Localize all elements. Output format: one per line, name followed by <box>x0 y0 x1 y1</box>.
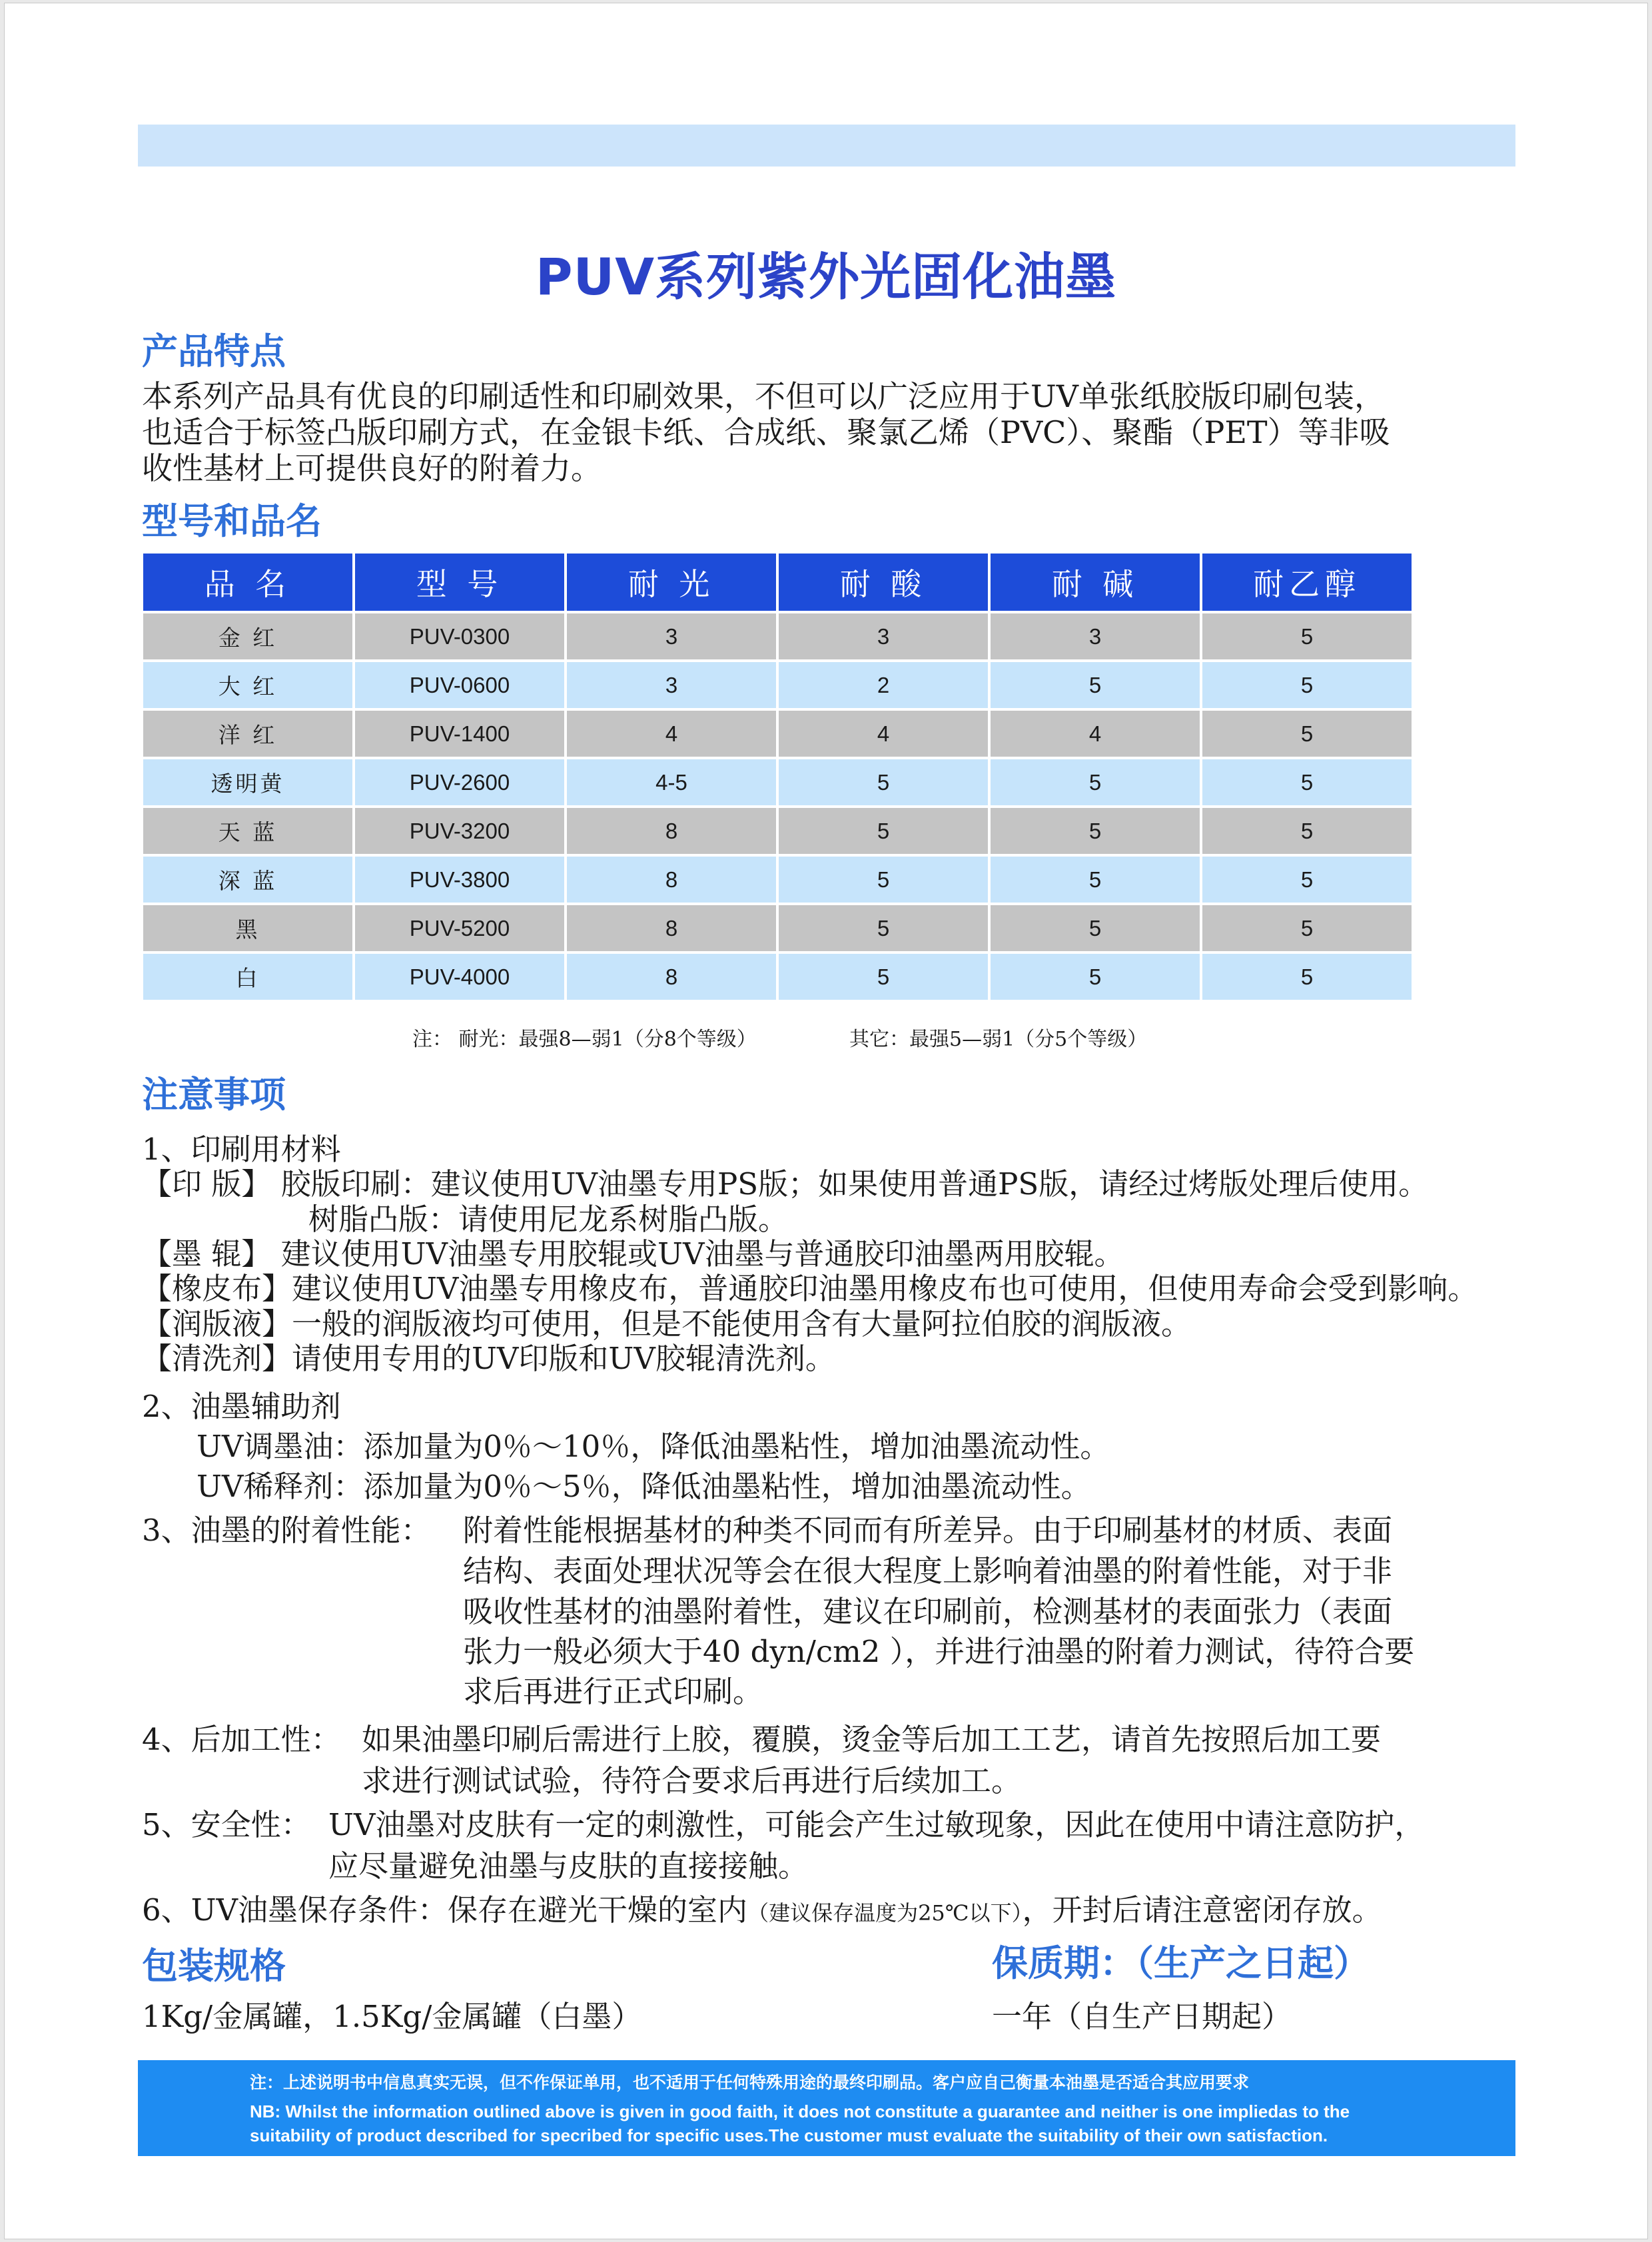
table-note-lightfastness: 注： 耐光：最强8—弱1（分8个等级） <box>412 1028 757 1051</box>
section3-line: 结构、表面处理状况等会在很大程度上影响着油墨的附着性能，对于非 <box>463 1553 1393 1589</box>
cell-lightfastness: 3 <box>567 662 776 708</box>
features-line: 本系列产品具有优良的印刷适性和印刷效果，不但可以广泛应用于UV单张纸胶版印刷包装， <box>142 378 1385 414</box>
section3-line: 附着性能根据基材的种类不同而有所差异。由于印刷基材的材质、表面 <box>463 1513 1393 1548</box>
section6-line <box>142 1886 1382 1929</box>
cell-acid: 5 <box>779 954 988 1000</box>
section4-line: 求进行测试试验，待符合要求后再进行后续加工。 <box>362 1763 1022 1798</box>
table-row <box>143 808 1412 854</box>
plate-line: 【印 版】 胶版印刷：建议使用UV油墨专用PS版；如果使用普通PS版，请经过烤版处理后使用。 <box>142 1166 1429 1202</box>
cell-alkali: 3 <box>991 613 1200 659</box>
cell-acid: 5 <box>779 759 988 805</box>
cell-model: PUV-1400 <box>355 711 564 757</box>
cell-lightfastness: 4-5 <box>567 759 776 805</box>
cell-name: 黑 <box>143 905 352 951</box>
cell-name: 金 红 <box>143 613 352 659</box>
fountain-line: 【润版液】一般的润版液均可使用，但是不能使用含有大量阿拉伯胶的润版液。 <box>142 1306 1192 1341</box>
table-row <box>143 662 1412 708</box>
cell-model: PUV-0300 <box>355 613 564 659</box>
column-header-lightfastness: 耐 光 <box>567 554 776 611</box>
cell-ethanol: 5 <box>1202 905 1412 951</box>
storage-text: 6、UV油墨保存条件：保存在避光干燥的室内 <box>142 1892 748 1928</box>
cell-ethanol: 5 <box>1202 857 1412 903</box>
column-header-ethanol: 耐乙醇 <box>1202 554 1412 611</box>
disclaimer-box <box>138 2060 1515 2156</box>
section4-label: 4、后加工性： <box>142 1722 341 1757</box>
cell-lightfastness: 8 <box>567 905 776 951</box>
cell-ethanol: 5 <box>1202 711 1412 757</box>
table-row <box>143 954 1412 1000</box>
features-heading: 产品特点 <box>142 330 286 372</box>
features-line: 收性基材上可提供良好的附着力。 <box>142 450 602 486</box>
column-header-alkali: 耐 碱 <box>991 554 1200 611</box>
column-header-acid: 耐 酸 <box>779 554 988 611</box>
cell-model: PUV-5200 <box>355 905 564 951</box>
cell-alkali: 5 <box>991 905 1200 951</box>
section5-label: 5、安全性： <box>142 1807 311 1842</box>
cell-acid: 4 <box>779 711 988 757</box>
table-row <box>143 759 1412 805</box>
storage-text-end: ，开封后请注意密闭存放。 <box>1022 1892 1382 1928</box>
cell-model: PUV-2600 <box>355 759 564 805</box>
cell-name: 大 红 <box>143 662 352 708</box>
cleaner-line: 【清洗剂】请使用专用的UV印版和UV胶辊清洗剂。 <box>142 1341 835 1376</box>
table-row <box>143 905 1412 951</box>
cell-model: PUV-3200 <box>355 808 564 854</box>
features-text <box>142 378 1390 486</box>
table-row <box>143 613 1412 659</box>
section2-title: 2、油墨辅助剂 <box>142 1389 341 1424</box>
section4-line: 如果油墨印刷后需进行上胶，覆膜，烫金等后加工工艺，请首先按照后加工要 <box>362 1722 1382 1757</box>
disclaimer-cn: 注：上述说明书中信息真实无误，但不作保证单用，也不适用于任何特殊用途的最终印刷品。客户应自己衡量本油墨是否适合其应用要求 <box>250 2073 1250 2092</box>
column-header-model: 型 号 <box>355 554 564 611</box>
section5-line: UV油墨对皮肤有一定的刺激性，可能会产生过敏现象，因此在使用中请注意防护， <box>328 1807 1425 1842</box>
cell-name: 透明黄 <box>143 759 352 805</box>
cell-acid: 5 <box>779 808 988 854</box>
cell-alkali: 5 <box>991 759 1200 805</box>
cell-lightfastness: 8 <box>567 808 776 854</box>
cell-ethanol: 5 <box>1202 662 1412 708</box>
section3-line: 张力一般必须大于40 dyn/cm2 ），并进行油墨的附着力测试，待符合要 <box>463 1634 1415 1669</box>
features-line: 也适合于标签凸版印刷方式，在金银卡纸、合成纸、聚氯乙烯（PVC）、聚酯（PET）等非吸 <box>142 414 1390 450</box>
cell-lightfastness: 8 <box>567 857 776 903</box>
roller-line: 【墨 辊】 建议使用UV油墨专用胶辊或UV油墨与普通胶印油墨两用胶辊。 <box>142 1236 1124 1272</box>
cell-acid: 2 <box>779 662 988 708</box>
packaging-heading: 包装规格 <box>142 1945 286 1987</box>
cell-name: 白 <box>143 954 352 1000</box>
cell-lightfastness: 4 <box>567 711 776 757</box>
cell-ethanol: 5 <box>1202 808 1412 854</box>
cell-alkali: 5 <box>991 808 1200 854</box>
table-row <box>143 711 1412 757</box>
cell-acid: 5 <box>779 857 988 903</box>
additive-thinner-line: UV稀释剂：添加量为0％～5％，降低油墨粘性，增加油墨流动性。 <box>197 1469 1091 1504</box>
disclaimer-en-line1: NB: Whilst the information outlined above is given in good faith, it does not constitute a guarantee and neither is one impliedas to the <box>250 2101 1350 2121</box>
cell-lightfastness: 3 <box>567 613 776 659</box>
column-header-name: 品 名 <box>143 554 352 611</box>
cell-alkali: 5 <box>991 954 1200 1000</box>
notes-heading: 注意事项 <box>142 1074 286 1116</box>
page-title: PUV系列紫外光固化油墨 <box>535 247 1117 306</box>
cell-model: PUV-4000 <box>355 954 564 1000</box>
table-header-row <box>143 554 1412 611</box>
cell-ethanol: 5 <box>1202 954 1412 1000</box>
cell-ethanol: 5 <box>1202 759 1412 805</box>
section5-line: 应尽量避免油墨与皮肤的直接接触。 <box>328 1848 809 1884</box>
top-color-band <box>138 125 1515 167</box>
cell-alkali: 4 <box>991 711 1200 757</box>
datasheet-page <box>4 3 1648 2239</box>
packaging-text: 1Kg/金属罐，1.5Kg/金属罐（白墨） <box>142 1999 642 2034</box>
cell-model: PUV-0600 <box>355 662 564 708</box>
section3-line: 求后再进行正式印刷。 <box>463 1674 763 1709</box>
cell-acid: 5 <box>779 905 988 951</box>
table-note-others: 其它：最强5—弱1（分5个等级） <box>849 1028 1148 1051</box>
cell-ethanol: 5 <box>1202 613 1412 659</box>
section3-line: 吸收性基材的油墨附着性，建议在印刷前，检测基材的表面张力（表面 <box>463 1594 1393 1629</box>
additive-varnish-line: UV调墨油：添加量为0％～10％，降低油墨粘性，增加油墨流动性。 <box>197 1429 1110 1464</box>
shelf-life-heading: 保质期：（生产之日起） <box>992 1942 1370 1984</box>
section3-label: 3、油墨的附着性能： <box>142 1513 431 1548</box>
cell-acid: 3 <box>779 613 988 659</box>
section1-title: 1、印刷用材料 <box>142 1132 341 1167</box>
cell-model: PUV-3800 <box>355 857 564 903</box>
storage-temp-note: （建议保存温度为25℃以下） <box>747 1900 1023 1926</box>
table-row <box>143 857 1412 903</box>
cell-alkali: 5 <box>991 662 1200 708</box>
cell-alkali: 5 <box>991 857 1200 903</box>
shelf-life-text: 一年（自生产日期起） <box>992 1999 1292 2034</box>
disclaimer-en-line2: suitability of product described for specribed for specific uses.The customer must evaluate the suitability of their own satisfaction. <box>250 2125 1328 2145</box>
cell-name: 深 蓝 <box>143 857 352 903</box>
model-table <box>141 551 1414 1002</box>
blanket-line: 【橡皮布】建议使用UV油墨专用橡皮布，普通胶印油墨用橡皮布也可使用，但使用寿命会受到影响。 <box>142 1271 1478 1306</box>
cell-name: 洋 红 <box>143 711 352 757</box>
plate-line-2: 树脂凸版：请使用尼龙系树脂凸版。 <box>308 1202 789 1237</box>
models-heading: 型号和品名 <box>142 500 322 542</box>
cell-lightfastness: 8 <box>567 954 776 1000</box>
cell-name: 天 蓝 <box>143 808 352 854</box>
